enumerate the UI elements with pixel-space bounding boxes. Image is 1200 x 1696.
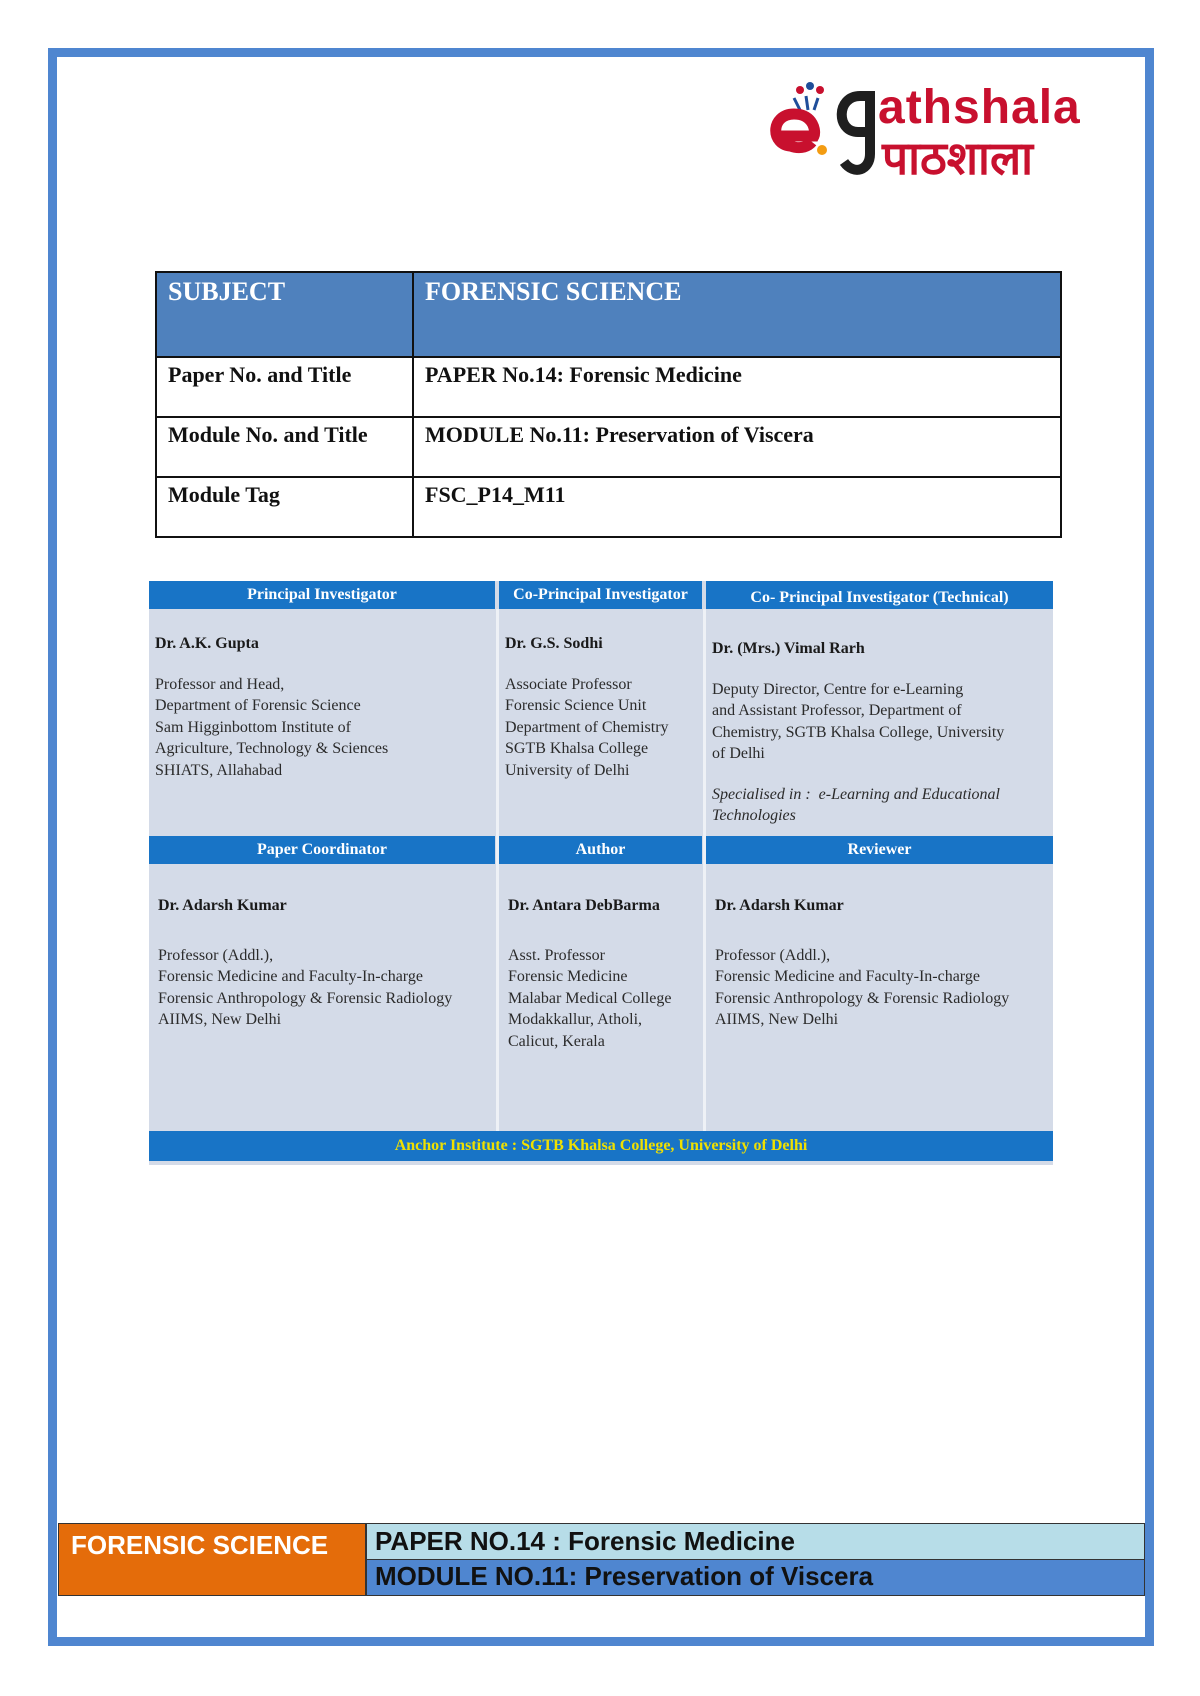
module-label: Module No. and Title	[156, 417, 413, 477]
affiliation-line: Asst. Professor	[508, 946, 605, 964]
affiliation-line: Forensic Medicine and Faculty-In-charge	[158, 968, 423, 985]
affiliation-line: Associate Professor	[505, 675, 632, 693]
credit-principal-investigator	[155, 633, 490, 781]
footer-module: MODULE NO.11: Preservation of Viscera	[366, 1560, 1145, 1596]
role-author: Author	[499, 836, 702, 864]
role-reviewer: Reviewer	[706, 836, 1053, 864]
subject-table	[155, 271, 1062, 538]
role-co-pi-technical: Co- Principal Investigator (Technical)	[706, 581, 1053, 609]
epathshala-logo	[770, 76, 1132, 186]
affiliation-line: Agriculture, Technology & Sciences	[155, 740, 389, 757]
module-value: MODULE No.11: Preservation of Viscera	[413, 417, 1061, 477]
column-divider	[496, 609, 499, 1131]
affiliation-line: Deputy Director, Centre for e-Learning	[712, 680, 964, 698]
affiliation-line: SHIATS, Allahabad	[155, 761, 283, 779]
epathshala-logo-mark-icon	[770, 76, 880, 186]
credit-co-pi-technical	[712, 638, 1050, 827]
logo-text-devanagari: पाठशाला	[882, 131, 1034, 185]
column-divider	[703, 609, 706, 1131]
credit-paper-coordinator	[158, 895, 493, 1031]
affiliation-line: of Delhi	[712, 745, 765, 762]
affiliation-line: Calicut, Kerala	[508, 1032, 605, 1050]
affiliation-line: Sam Higginbottom Institute of	[155, 718, 351, 736]
affiliation-line: Forensic Anthropology & Forensic Radiology	[715, 989, 1010, 1007]
module-tag-value: FSC_P14_M11	[413, 477, 1061, 537]
person-name: Dr. G.S. Sodhi	[505, 635, 603, 652]
person-name: Dr. A.K. Gupta	[155, 635, 259, 652]
table-row	[156, 417, 1061, 477]
table-row	[156, 477, 1061, 537]
anchor-institute-bar: Anchor Institute : SGTB Khalsa College, University of Delhi	[149, 1131, 1053, 1161]
role-co-principal-investigator: Co-Principal Investigator	[499, 581, 702, 609]
role-paper-coordinator: Paper Coordinator	[149, 836, 495, 864]
subject-label: SUBJECT	[156, 272, 413, 357]
table-row	[156, 357, 1061, 417]
credit-co-principal-investigator	[505, 633, 700, 781]
person-name: Dr. Adarsh Kumar	[715, 897, 844, 914]
logo-text-latin: athshala	[878, 81, 1081, 134]
paper-value: PAPER No.14: Forensic Medicine	[413, 357, 1061, 417]
specialised-value: e-Learning and Educational Technologies	[712, 785, 1000, 824]
role-principal-investigator: Principal Investigator	[149, 581, 495, 609]
person-name: Dr. Adarsh Kumar	[158, 897, 287, 914]
paper-label: Paper No. and Title	[156, 357, 413, 417]
page-footer	[58, 1523, 1145, 1596]
affiliation-line: Chemistry, SGTB Khalsa College, University	[712, 723, 1005, 741]
affiliation-line: Department of Chemistry	[505, 718, 669, 736]
affiliation-line: Professor and Head,	[155, 675, 285, 693]
affiliation-line: Forensic Medicine	[508, 968, 628, 985]
credits-panel	[149, 581, 1053, 1165]
affiliation-line: Professor (Addl.),	[715, 946, 831, 964]
credit-author	[508, 895, 703, 1052]
affiliation-line: SGTB Khalsa College	[505, 740, 649, 757]
affiliation-line: University of Delhi	[505, 761, 630, 779]
footer-paper: PAPER NO.14 : Forensic Medicine	[366, 1523, 1145, 1560]
affiliation-line: AIIMS, New Delhi	[158, 1011, 282, 1028]
affiliation-line: Department of Forensic Science	[155, 697, 361, 714]
footer-subject: FORENSIC SCIENCE	[58, 1523, 366, 1596]
specialisation	[712, 784, 1050, 827]
affiliation-line: Forensic Medicine and Faculty-In-charge	[715, 968, 980, 985]
person-name: Dr. (Mrs.) Vimal Rarh	[712, 640, 865, 657]
affiliation-line: Forensic Science Unit	[505, 697, 647, 714]
affiliation-line: Professor (Addl.),	[158, 946, 274, 964]
affiliation-line: and Assistant Professor, Department of	[712, 702, 962, 719]
subject-table-header-row	[156, 272, 1061, 357]
subject-value: FORENSIC SCIENCE	[413, 272, 1061, 357]
module-tag-label: Module Tag	[156, 477, 413, 537]
affiliation-line: Malabar Medical College	[508, 989, 672, 1007]
affiliation-line: Modakkallur, Atholi,	[508, 1011, 643, 1028]
credit-reviewer	[715, 895, 1050, 1031]
specialised-label: Specialised in :	[712, 785, 811, 803]
affiliation-line: Forensic Anthropology & Forensic Radiology	[158, 989, 453, 1007]
affiliation-line: AIIMS, New Delhi	[715, 1011, 839, 1028]
person-name: Dr. Antara DebBarma	[508, 897, 660, 914]
